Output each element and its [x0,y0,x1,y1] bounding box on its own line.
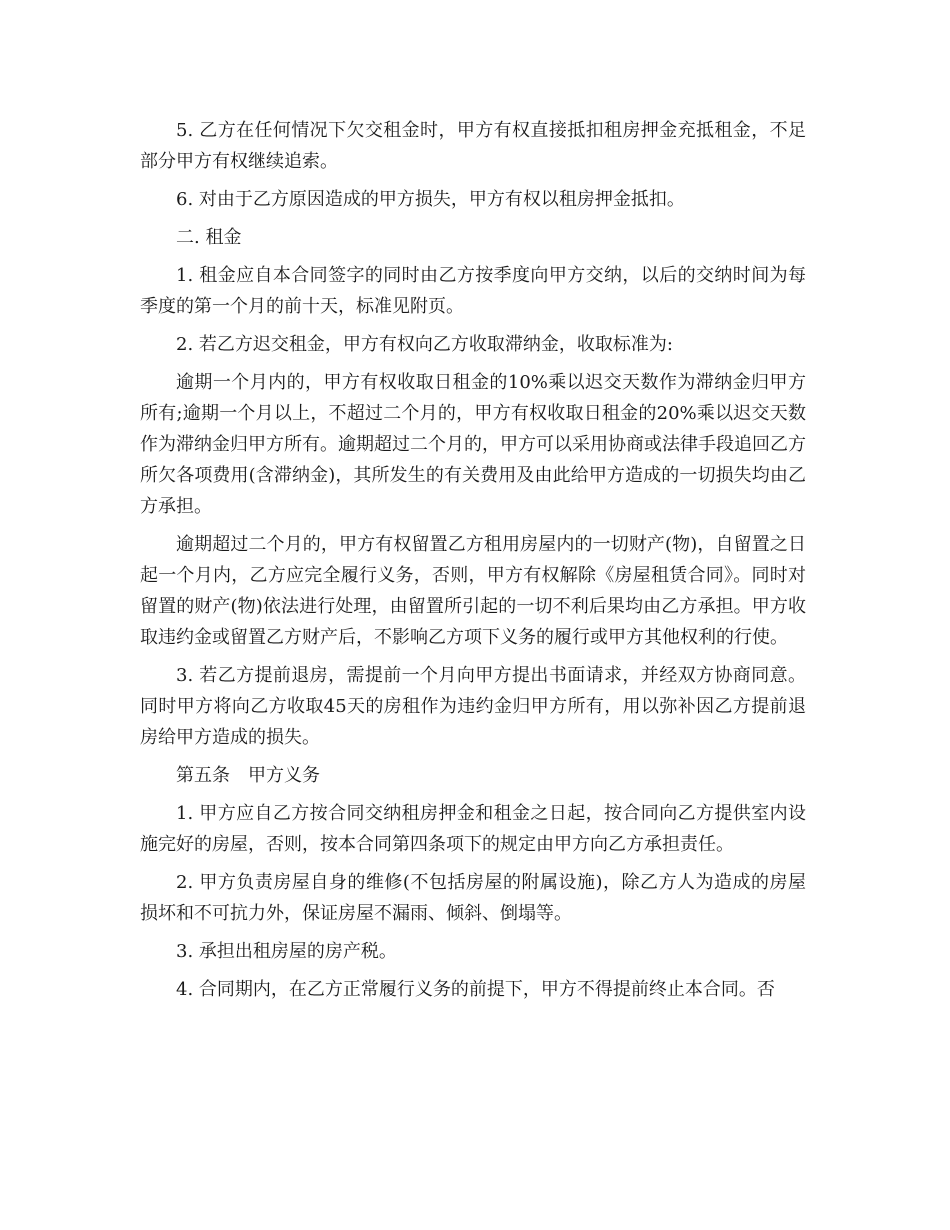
paragraph-rent-3: 3. 若乙方提前退房，需提前一个月向甲方提出书面请求，并经双方协商同意。同时甲方将向乙方收取45天的房租作为违约金归甲方所有，用以弥补因乙方提前退房给甲方造成的损失。 [140,665,806,748]
paragraph-rent-2: 2. 若乙方迟交租金，甲方有权向乙方收取滞纳金，收取标准为: [176,334,673,355]
paragraph-clause-6: 6. 对由于乙方原因造成的甲方损失，甲方有权以租房押金抵扣。 [176,189,685,210]
paragraph-obligation-2: 2. 甲方负责房屋自身的维修(不包括房屋的附属设施)，除乙方人为造成的房屋损坏和不可抗力外，保证房屋不漏雨、倾斜、倒塌等。 [140,872,806,924]
document-body [140,115,806,1012]
paragraph-obligation-4: 4. 合同期内，在乙方正常履行义务的前提下，甲方不得提前终止本合同。否 [176,979,775,1000]
paragraph-clause-5: 5. 乙方在任何情况下欠交租金时，甲方有权直接抵扣租房押金充抵租金，不足部分甲方有权继续追索。 [140,120,806,172]
paragraph-obligation-3: 3. 承担出租房屋的房产税。 [176,941,397,962]
paragraph-late-fee: 逾期一个月内的，甲方有权收取日租金的10%乘以迟交天数作为滞纳金归甲方所有;逾期一个月以上，不超过二个月的，甲方有权收取日租金的20%乘以迟交天数作为滞纳金归甲方所有。逾期超过二个月的，甲方可以采用协商或法律手段追回乙方所欠各项费用(含滞纳金)，其所发生的有关费用及由此给甲方造成的一切损失均由乙方承担。 [140,372,806,517]
paragraph-lien: 逾期超过二个月的，甲方有权留置乙方租用房屋内的一切财产(物)，自留置之日起一个月内，乙方应完全履行义务，否则，甲方有权解除《房屋租赁合同》。同时对留置的财产(物)依法进行处理，由留置所引起的一切不利后果均由乙方承担。甲方收取违约金或留置乙方财产后，不影响乙方项下义务的履行或甲方其他权利的行使。 [140,534,806,648]
section-heading-rent: 二. 租金 [176,227,242,248]
paragraph-rent-1: 1. 租金应自本合同签字的同时由乙方按季度向甲方交纳，以后的交纳时间为每季度的第一个月的前十天，标准见附页。 [140,265,806,317]
paragraph-obligation-1: 1. 甲方应自乙方按合同交纳租房押金和租金之日起，按合同向乙方提供室内设施完好的房屋，否则，按本合同第四条项下的规定由甲方向乙方承担责任。 [140,803,806,855]
section-heading-article-5: 第五条 甲方义务 [176,765,320,786]
